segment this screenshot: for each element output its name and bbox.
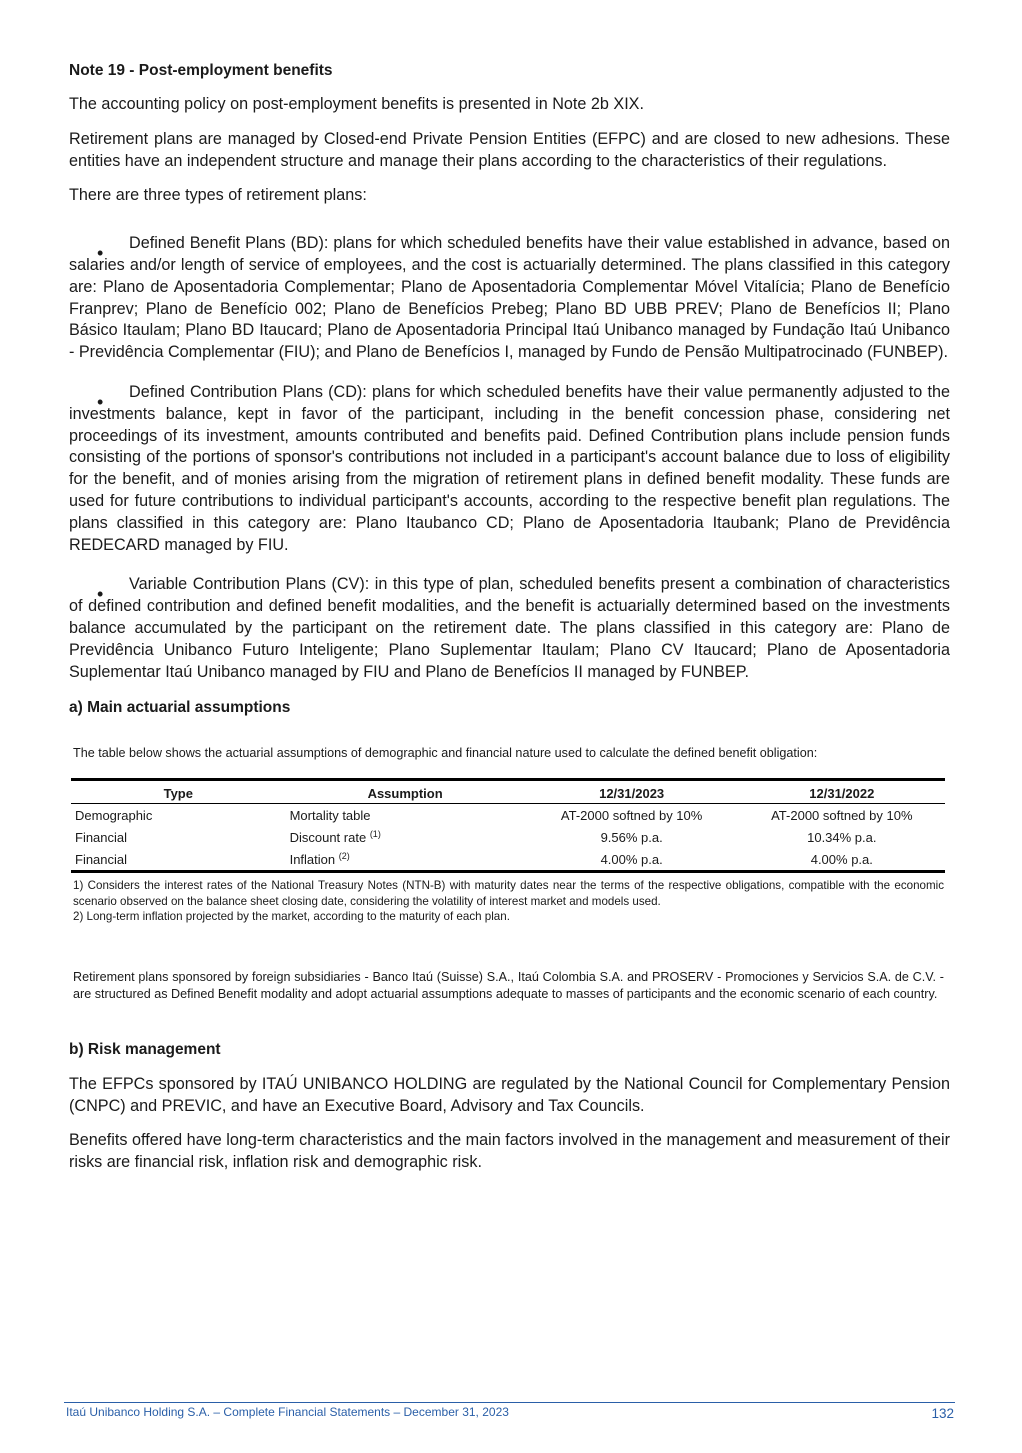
header-type: Type xyxy=(71,780,286,804)
page-number: 132 xyxy=(931,1406,954,1421)
header-assumption: Assumption xyxy=(286,780,525,804)
footnote-2: 2) Long-term inflation projected by the market, according to the maturity of each plan. xyxy=(73,910,510,924)
table-row xyxy=(71,804,945,827)
note-title: Note 19 - Post-employment benefits xyxy=(69,62,333,79)
cell-2023: 9.56% p.a. xyxy=(600,830,663,846)
header-2023: 12/31/2023 xyxy=(525,780,739,804)
bullet-text: Defined Benefit Plans (BD): plans for which scheduled benefits have their value established in advance, based on salaries and/or length of service of employees, and the cost is actuarially determined. The plans classified in this category are: Plano de Aposentadoria Complementar; Plano de Aposentadoria Complementar Móvel Vitalícia; Plano de Benefício Franprev; Plano de Benefício 002; Plano de Benefícios Prebeg; Plano BD UBB PREV; Plano de Benefícios II; Plano Básico Itaulam; Plano BD Itaucard; Plano de Aposentadoria Principal Itaú Unibanco managed by Fundação Itaú Unibanco - Previdência Complementar (FIU); and Plano de Benefícios I, managed by Fundo de Pensão Multipatrocinado (FUNBEP). xyxy=(69,234,950,362)
assumption-label: Mortality table xyxy=(289,808,371,824)
bullet-cd xyxy=(69,382,950,556)
policy-paragraph: The accounting policy on post-employment benefits is presented in Note 2b XIX. xyxy=(69,95,644,113)
cell-2022: AT-2000 softned by 10% xyxy=(771,808,913,824)
table-intro: The table below shows the actuarial assumptions of demographic and financial nature used to calculate the defined benefit obligation: xyxy=(73,746,818,761)
assumption-label: Inflation xyxy=(289,852,336,868)
cell-assumption xyxy=(286,826,525,848)
cell-type: Financial xyxy=(71,848,286,872)
bullet-text: Variable Contribution Plans (CV): in this type of plan, scheduled benefits present a combination of characteristics of defined contribution and defined benefit modalities, and the benefit is actuarially determined based on the investments balance accumulated by the participant on the retirement date. The plans classified in this category are: Plano de Previdência Unibanco Futuro Inteligente; Plano Suplementar Itaulam; Plano CV Itaucard; Plano de Aposentadoria Suplementar Itaú Unibanco managed by FIU and Plano de Benefícios II managed by FUNBEP. xyxy=(69,575,950,681)
footnote-1: 1) Considers the interest rates of the National Treasury Notes (NTN-B) with maturity dates near the terms of the respective obligations, compatible with the economic scenario observed on the balance sheet closing date, considering the volatility of interest market and models used. xyxy=(73,879,944,908)
footnote-ref: (2) xyxy=(338,851,350,862)
table-header-row xyxy=(71,780,945,804)
table-footnotes xyxy=(73,878,944,925)
cell-assumption xyxy=(286,848,525,872)
section-b-title: b) Risk management xyxy=(69,1040,221,1058)
types-intro-paragraph: There are three types of retirement plans: xyxy=(69,186,367,205)
document-page xyxy=(69,60,950,1187)
risk-paragraph-1: The EFPCs sponsored by ITAÚ UNIBANCO HOLDING are regulated by the National Council for Complementary Pension (CNPC) and PREVIC, and have an Executive Board, Advisory and Tax Councils. xyxy=(69,1074,950,1115)
bullet-bd xyxy=(69,233,950,364)
cell-type: Demographic xyxy=(75,808,153,824)
managed-paragraph: Retirement plans are managed by Closed-end Private Pension Entities (EFPC) and are closed to new adhesions. These entities have an independent structure and manage their plans according to the characteristics of their regulations. xyxy=(69,129,950,170)
cell-type: Financial xyxy=(75,830,128,846)
header-2022: 12/31/2022 xyxy=(739,780,945,804)
table-row xyxy=(71,848,945,872)
table-row xyxy=(71,826,945,848)
cell-2022: 4.00% p.a. xyxy=(739,848,945,872)
cell-2023: AT-2000 softned by 10% xyxy=(560,808,703,824)
cell-2023: 4.00% p.a. xyxy=(525,848,739,872)
cell-assumption xyxy=(286,804,525,827)
assumption-label: Discount rate xyxy=(289,830,367,846)
bullet-text: Defined Contribution Plans (CD): plans for which scheduled benefits have their value permanently adjusted to the investments balance, kept in favor of the participant, including in the benefit concession phase, considering net proceedings of its investment, amounts contributed and benefits paid. Defined Contribution plans include pension funds consisting of the portions of sponsor's contributions not included in a participant's account balance due to loss of eligibility for the benefit, and of monies arising from the migration of retirement plans in defined benefit modality. These funds are used for future contributions to individual participant's accounts, according to the respective benefit plan regulations. The plans classified in this category are: Plano Itaubanco CD; Plano de Aposentadoria Itaubank; Plano de Previdência REDECARD managed by FIU. xyxy=(69,382,950,554)
footnote-ref: (1) xyxy=(369,829,381,840)
foreign-plans-paragraph: Retirement plans sponsored by foreign subsidiaries - Banco Itaú (Suisse) S.A., Itaú Colombia S.A. and PROSERV - Promociones y Servicios S.A. de C.V. - are structured as Defined Benefit modality and adopt actuarial assumptions adequate to masses of participants and the economic scenario of each country. xyxy=(73,969,944,1001)
cell-2022: 10.34% p.a. xyxy=(807,830,877,846)
actuarial-assumptions-table xyxy=(71,778,945,873)
bullet-cv xyxy=(69,574,950,683)
footer-divider xyxy=(64,1402,955,1403)
section-a-title: a) Main actuarial assumptions xyxy=(69,699,291,717)
footer-text: Itaú Unibanco Holding S.A. – Complete Financial Statements – December 31, 2023 xyxy=(66,1405,509,1419)
risk-paragraph-2: Benefits offered have long-term characteristics and the main factors involved in the management and measurement of their risks are financial risk, inflation risk and demographic risk. xyxy=(69,1131,950,1172)
